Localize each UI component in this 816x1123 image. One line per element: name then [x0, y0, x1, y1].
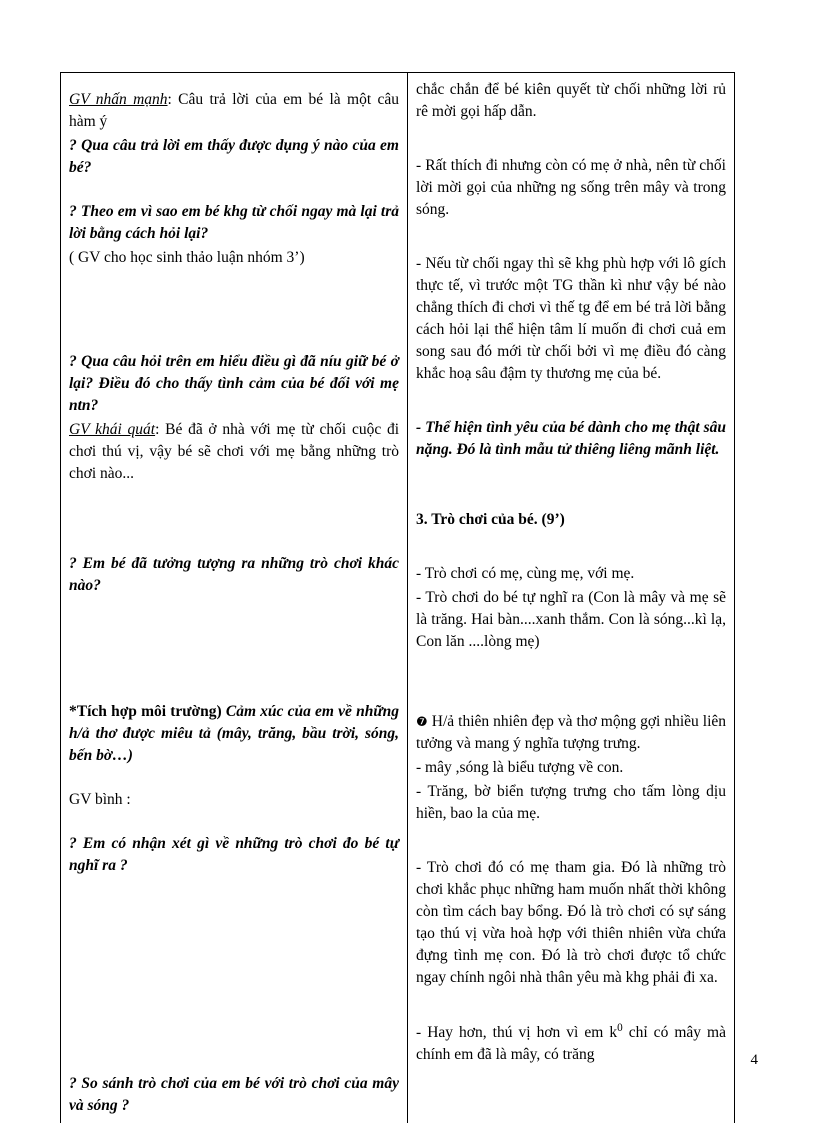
lesson-plan-table	[60, 72, 735, 1123]
gv-khai-quat-lead: GV khái quát	[69, 421, 156, 438]
answer-hay-hon-thu-vi	[416, 1021, 726, 1066]
tich-hop-moi-truong-text: Cảm xúc của em về những h/ả thơ được miêu tả (mây, trăng, bầu trời, sóng, bến bờ…)	[69, 703, 399, 764]
answer-hay-hon-pre: - Hay hơn, thú vị hơn vì em k	[416, 1024, 618, 1042]
page-number: 4	[750, 1052, 758, 1068]
question-niu-giu-be: ? Qua câu hỏi trên em hiểu điều gì đã níu giữ bé ở lại? Điều đó cho thấy tình cảm của bé đối với mẹ ntn?	[69, 353, 399, 414]
answer-neu-tu-choi-ngay: - Nếu từ chối ngay thì sẽ khg phù hợp với lô gích thực tế, vì trước một TG thần kì như vậy bé nào chẳng thích đi chơi vì thế tg để em bé trả lời bằng cách hỏi lại thể hiện tâm lí muốn đi chơi cuả em song sau đó mới từ chối bởi vì mẹ điều đó càng khắc hoạ sâu đậm ty thương mẹ của bé.	[416, 255, 726, 382]
gv-nhan-manh-block	[69, 89, 399, 133]
tich-hop-moi-truong-lead: *Tích hợp môi trường)	[69, 703, 222, 720]
answer-ha-thien-nhien	[416, 711, 726, 755]
answer-trang-bo-bien: - Trăng, bờ biển tượng trưng cho tấm lòng dịu hiền, bao la của mẹ.	[416, 783, 726, 822]
question-dung-y: ? Qua câu trả lời em thấy được dụng ý nào của em bé?	[69, 137, 399, 176]
question-so-sanh-tro-choi: ? So sánh trò chơi của em bé với trò chơi của mây và sóng ?	[69, 1075, 399, 1114]
gv-khai-quat-block	[69, 419, 399, 485]
gv-binh-label: GV bình :	[69, 791, 131, 808]
answer-tro-choi-co-me: - Trò chơi có mẹ, cùng mẹ, với mẹ.	[416, 565, 635, 582]
question-nhan-xet-tro-choi: ? Em có nhận xét gì về những trò chơi đo bé tự nghĩ ra ?	[69, 835, 399, 874]
left-column-cell	[61, 73, 408, 1123]
answer-hay-hon-superscript: 0	[617, 1022, 623, 1034]
answer-tro-choi-co-me-tham-gia: - Trò chơi đó có mẹ tham gia. Đó là những trò chơi khắc phục những ham muốn nhất thời không còn tìm cách bay bổng. Đó là trò chơi có sự sáng tạo thú vị vừa hoà hợp với thiên nhiên vừa chứa đựng tình mẹ con. Đó là trò chơi được tổ chức ngay chính ngôi nhà thân yêu mà khg phải đi xa.	[416, 859, 726, 986]
answer-may-song-bieu-tuong: - mây ,sóng là biểu tượng về con.	[416, 759, 624, 776]
right-column-cell	[408, 73, 735, 1123]
answer-ha-thien-nhien-text: H/ả thiên nhiên đẹp và thơ mộng gợi nhiều liên tưởng và mang ý nghĩa tượng trưng.	[416, 713, 727, 752]
numbered-bullet-icon: ❼	[416, 715, 428, 730]
gv-nhan-manh-text: : Câu trả lời của em bé là một câu hàm ý	[69, 91, 399, 130]
gv-nhan-manh-lead: GV nhấn mạnh	[69, 91, 168, 108]
answer-chac-chan: chắc chắn để bé kiên quyết từ chối những lời rủ rê mời gọi hấp dẫn.	[416, 81, 726, 120]
answer-tro-choi-do-be-tu-nghi: - Trò chơi do bé tự nghĩ ra (Con là mây và mẹ sẽ là trăng. Hai bàn....xanh thắm. Con là sóng...kì lạ, Con lăn ....lòng mẹ)	[416, 589, 726, 650]
thao-luan-nhom-note: ( GV cho học sinh thảo luận nhóm 3’)	[69, 249, 305, 266]
heading-tro-choi-cua-be: 3. Trò chơi của bé. (9’)	[416, 511, 565, 528]
question-tuong-tuong-tro-choi: ? Em bé đã tưởng tượng ra những trò chơi khác nào?	[69, 555, 399, 594]
question-vi-sao-khg-tu-choi: ? Theo em vì sao em bé khg từ chối ngay mà lại trả lời bằng cách hỏi lại?	[69, 203, 399, 242]
answer-hay-hon-post: chỉ có mây mà chính em đã là mây, có trăng	[416, 1024, 726, 1064]
answer-rat-thich-di: - Rất thích đi nhưng còn có mẹ ở nhà, nên từ chối lời mời gọi của những ng sống trên mây và trong sóng.	[416, 157, 726, 218]
tich-hop-moi-truong-block	[69, 701, 399, 767]
gv-khai-quat-text: : Bé đã ở nhà với mẹ từ chối cuộc đi chơi thú vị, vậy bé sẽ chơi với mẹ bằng những trò chơi nào...	[69, 421, 400, 482]
table-row	[61, 73, 735, 1123]
answer-the-hien-tinh-yeu: - Thể hiện tình yêu của bé dành cho mẹ thật sâu nặng. Đó là tình mẫu tử thiêng liêng mãnh liệt.	[416, 419, 726, 458]
